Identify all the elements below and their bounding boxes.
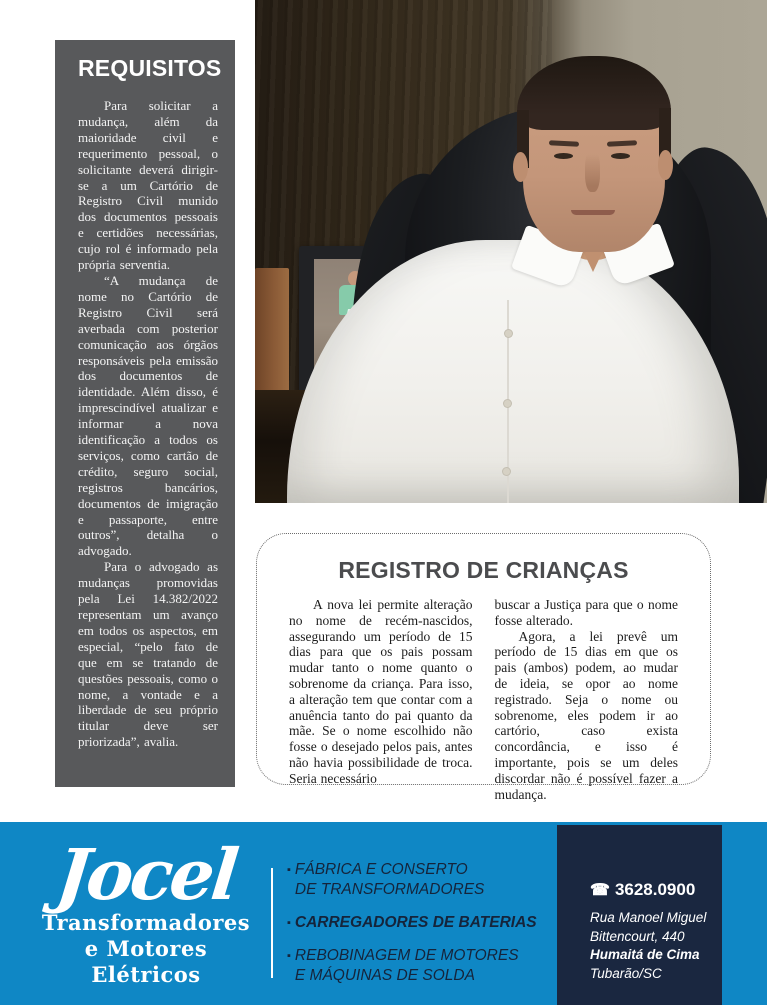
service-item-transformadores <box>287 860 537 900</box>
article-column-left <box>289 597 473 802</box>
man-ear-right <box>658 150 673 180</box>
sidebar-title: REQUISITOS <box>78 55 222 81</box>
service-line: E MÁQUINAS DE SOLDA <box>294 967 475 984</box>
jocel-ad-banner <box>0 822 767 1005</box>
sidebar-paragraph-2: “A mudança de nome no Cartório de Registro Civil será averbada com posterior comunicação aos órgãos responsáveis pela emissão dos documentos de identidade. Além disso, é imprescindível atualizar e informar a nova identificação a todos os serviços, como cartão de crédito, seguro social, registros bancários, documentos de imigração e passaporte, entre outros”, detalha o advogado. <box>78 272 218 559</box>
article-column-right <box>495 597 679 802</box>
sidebar-paragraph-1: Para solicitar a mudança, além da maioridade civil e requerimento pessoal, o solicitante deverá dirigir-se a um Cartório de Registro Civil munido dos documentos pessoais e certidões necessárias, cujo rol é informado pela própria serventia. <box>78 98 218 273</box>
shirt-button <box>505 330 512 337</box>
square-bullet-icon: ▪ <box>287 917 291 929</box>
service-line: DE TRANSFORMADORES <box>294 881 485 898</box>
service-item-rebobinagem <box>287 946 537 986</box>
telephone-icon: ☎ <box>590 882 610 899</box>
phone-number: 3628.0900 <box>614 880 696 899</box>
article-title: REGISTRO DE CRIANÇAS <box>338 557 629 583</box>
address-line-4: Tubarão/SC <box>590 965 662 981</box>
sidebar-paragraph-3: Para o advogado as mudanças promovidas pela Lei 14.382/2022 representam um avanço em todos os aspectos, em especial, “pelo fato de que em se tratando de questões pessoais, como o nome, a vontade e a liberdade de seu próprio titular deve ser priorizada”, avalia. <box>78 559 218 750</box>
address-line-3: Humaitá de Cima <box>590 947 700 962</box>
square-bullet-icon: ▪ <box>287 864 291 876</box>
article-left-paragraph: A nova lei permite alteração no nome de recém-nascidos, assegurando um período de 15 dias para que os pais possam mudar tanto o nome quanto o sobrenome da criança. Para isso, a alteração tem que contar com a anuência tanto do pai quanto da mãe. Se o nome escolhido não fosse o desejado pelos pais, antes não havia possibilidade de troca. Seria necessário <box>289 597 473 786</box>
banner-divider-line <box>271 868 273 978</box>
brand-subtitle-line1: Transformadores <box>41 910 251 935</box>
service-item-carregadores <box>287 913 537 933</box>
brand-subtitle-line2: e Motores Elétricos <box>84 936 208 987</box>
address-line-2: Bittencourt, 440 <box>590 928 685 944</box>
shirt-button <box>504 400 511 407</box>
service-line: FÁBRICA E CONSERTO <box>294 861 468 878</box>
registro-de-criancas-box <box>256 533 711 802</box>
service-line: CARREGADORES DE BATERIAS <box>294 914 537 931</box>
man-eye-left <box>554 153 573 159</box>
man-ear-left <box>513 152 528 182</box>
jocel-brand-block <box>28 833 264 988</box>
square-bullet-icon: ▪ <box>287 950 291 962</box>
requisitos-sidebar <box>55 40 235 787</box>
man-mouth <box>571 210 615 215</box>
article-columns <box>257 584 710 802</box>
contact-block <box>557 825 722 1005</box>
phone-row <box>590 880 722 900</box>
article-right-paragraph-2: Agora, a lei prevê um período de 15 dias em que os pais (ambos) podem, ao mudar de ideia, se opor ao nome registrado. Seja o nome ou sobrenome, eles podem ir ao cartório, caso exista concordância, e isso é importante, pois se um deles discordar não é possível fazer a mudança. <box>494 628 678 802</box>
shirt-button <box>503 468 510 475</box>
article-right-paragraph-1: buscar a Justiça para que o nome fosse alterado. <box>494 597 678 628</box>
office-portrait-photo <box>255 0 767 503</box>
address-line-1: Rua Manoel Miguel <box>590 910 707 925</box>
services-list <box>287 860 537 999</box>
man-eye-right <box>611 153 630 159</box>
service-line: REBOBINAGEM DE MOTORES <box>294 947 519 964</box>
man-nose <box>585 150 600 192</box>
jocel-logo: Jocel <box>52 833 240 916</box>
